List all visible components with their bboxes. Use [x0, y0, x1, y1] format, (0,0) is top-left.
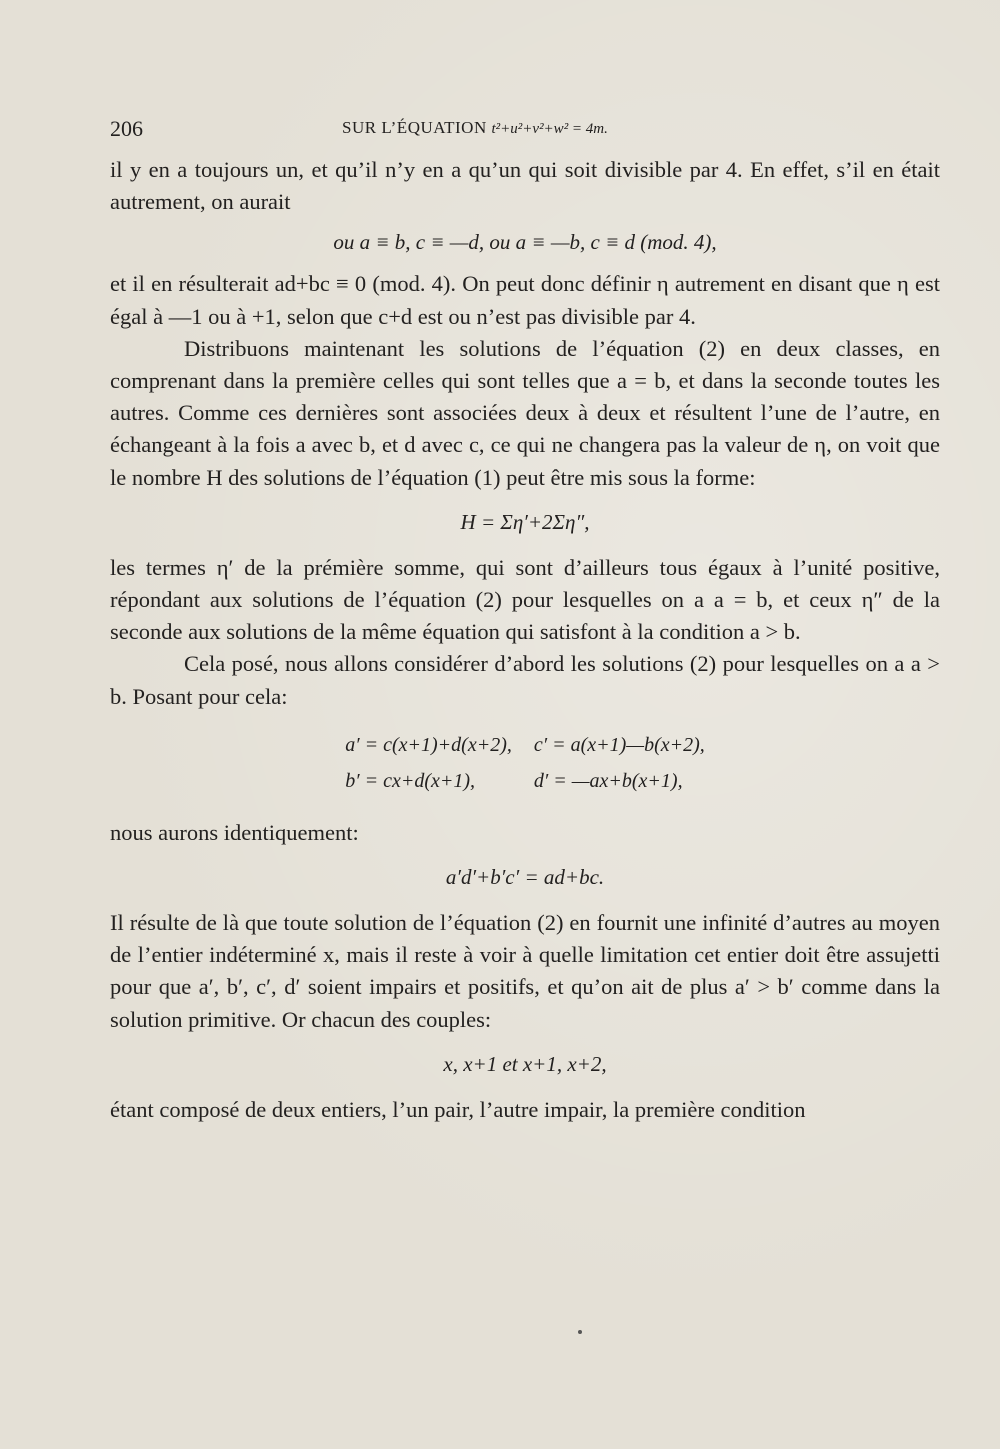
equation-c-prime: c′ = a(x+1)—b(x+2), [533, 733, 705, 756]
paragraph: Distribuons maintenant les solutions de l’équation (2) en deux classes, en comprenant dans la première celles qui sont telles que a = b, et dans la seconde toutes les autres. Comme ces dernières sont associées deux à deux et résultent l’une de l’autre, en échangeant à la fois a avec b, et d avec c, ce qui ne changera pas la valeur de η, on voit que le nombre H des solutions de l’équation (1) peut être mis sous la forme: [110, 335, 940, 490]
page-header [110, 116, 890, 146]
paragraph: Cela posé, nous allons considérer d’abord les solutions (2) pour lesquelles on a a > b. Posant pour cela: [110, 651, 940, 709]
equation-d-prime: d′ = —ax+b(x+1), [533, 769, 683, 792]
paragraph: les termes η′ de la prémière somme, qui sont d’ailleurs tous égaux à l’unité positive, répondant aux solutions de l’équation (2) pour lesquelles on a a = b, et ceux η″ de la seconde aux solutions de la même équation qui satisfont à la condition a > b. [110, 554, 940, 645]
page-number: 206 [110, 116, 143, 141]
equation-a-prime: a′ = c(x+1)+d(x+2), [345, 733, 512, 756]
paragraph: nous aurons identiquement: [110, 819, 359, 845]
page-body [110, 154, 940, 1126]
paragraph: étant composé de deux entiers, l’un pair, l’autre impair, la première condition [110, 1096, 806, 1122]
paragraph: il y en a toujours un, et qu’il n’y en a qu’un qui soit divisible par 4. En effet, s’il en était autrement, on aurait [110, 157, 940, 215]
running-title-equation: t²+u²+v²+w² = 4m. [491, 121, 608, 137]
equation-b-prime: b′ = cx+d(x+1), [345, 769, 476, 792]
equation-congruence: ou a ≡ b, c ≡ —d, ou a ≡ —b, c ≡ d (mod. 4), [333, 230, 717, 255]
equation-couples: x, x+1 et x+1, x+2, [443, 1051, 607, 1076]
running-title-text: SUR L’ÉQUATION [342, 118, 487, 137]
equation-H: H = Ση′+2Ση″, [460, 509, 590, 534]
paragraph: et il en résulterait ad+bc ≡ 0 (mod. 4). On peut donc définir η autrement en disant que η est égal à —1 ou à +1, selon que c+d est ou n’est pas divisible par 4. [110, 271, 940, 329]
paragraph: Il résulte de là que toute solution de l’équation (2) en fournit une infinité d’autres au moyen de l’entier indéterminé x, mais il reste à voir à quelle limitation cet entier doit être assujetti pour que a′, b′, c′, d′ soient impairs et positifs, et qu’on ait de plus a′ > b′ comme dans la solution primitive. Or chacun des couples: [110, 910, 940, 1032]
ink-speck [578, 1330, 582, 1334]
equation-substitution [110, 727, 940, 799]
running-title [342, 118, 608, 138]
equation-identity: a′d′+b′c′ = ad+bc. [445, 865, 605, 890]
